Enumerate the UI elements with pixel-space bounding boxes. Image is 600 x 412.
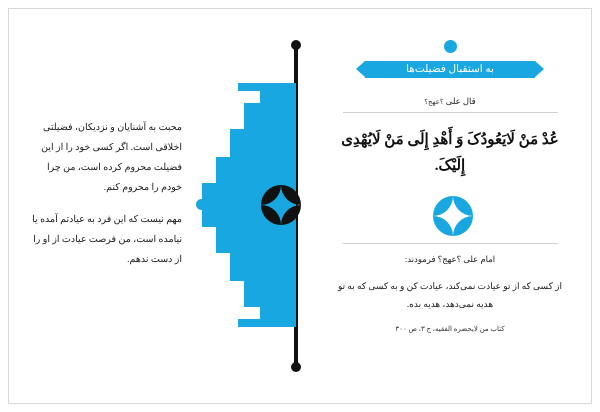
right-content-column — [330, 40, 570, 333]
section-divider — [343, 243, 558, 244]
narrator-label: قال علی — [445, 96, 476, 106]
honorific-icon: ؟عهج؟ — [424, 98, 444, 106]
honorific-icon: ؟عهج؟ — [437, 254, 462, 264]
ornament-block — [230, 129, 244, 281]
arabic-hadith-text: عُدْ مَنْ لَایَعُودُکَ وَ أَهْدِ إِلَی مَنْ لَایُهْدِی إِلَیْکَ. — [341, 132, 559, 174]
source-citation: کتاب من لایحضره الفقیه، ج ۳، ص ۳۰۰ — [395, 325, 505, 333]
ornament-notch — [238, 83, 260, 91]
narrator-underline — [343, 112, 558, 113]
ornament-notch — [238, 319, 260, 327]
flower-ornament-icon — [258, 182, 304, 228]
ornament-dot-icon — [196, 199, 207, 210]
second-narrator-attribution — [330, 254, 570, 265]
ornament-dot-icon — [280, 307, 291, 318]
divider-top-dot-icon — [291, 40, 301, 50]
second-narrator-label: امام علی — [463, 254, 496, 264]
ornament-dot-icon — [280, 93, 291, 104]
title-dot-icon — [444, 40, 457, 53]
decorative-ornament — [196, 83, 296, 327]
left-paragraph-2: مهم نیست که این فرد به عیادتم آمده یا نیامده است، من فرصت عیادت از او را از دست ندهم. — [32, 215, 182, 265]
narrator-attribution — [330, 96, 570, 107]
divider-bottom-dot-icon — [291, 362, 301, 372]
translation-text: از کسی که از تو عیادت نمی‌کند، عیادت کن و به کسی که به تو هدیه نمی‌دهد، هدیه بده. — [338, 281, 562, 309]
left-text-column — [30, 118, 182, 282]
second-narrator-suffix: فرمودند: — [404, 254, 436, 264]
page-title: به استقبال فضیلت‌ها — [365, 61, 535, 78]
flower-ornament-icon — [430, 193, 470, 233]
ornament-block — [216, 157, 230, 253]
left-paragraph-1: محبت به آشنایان و نزدیکان، فضیلتی اخلاقی است. اگر کسی خود را از این فضیلت محروم کرده است، من چرا خودم را محروم کنم. — [41, 123, 182, 193]
